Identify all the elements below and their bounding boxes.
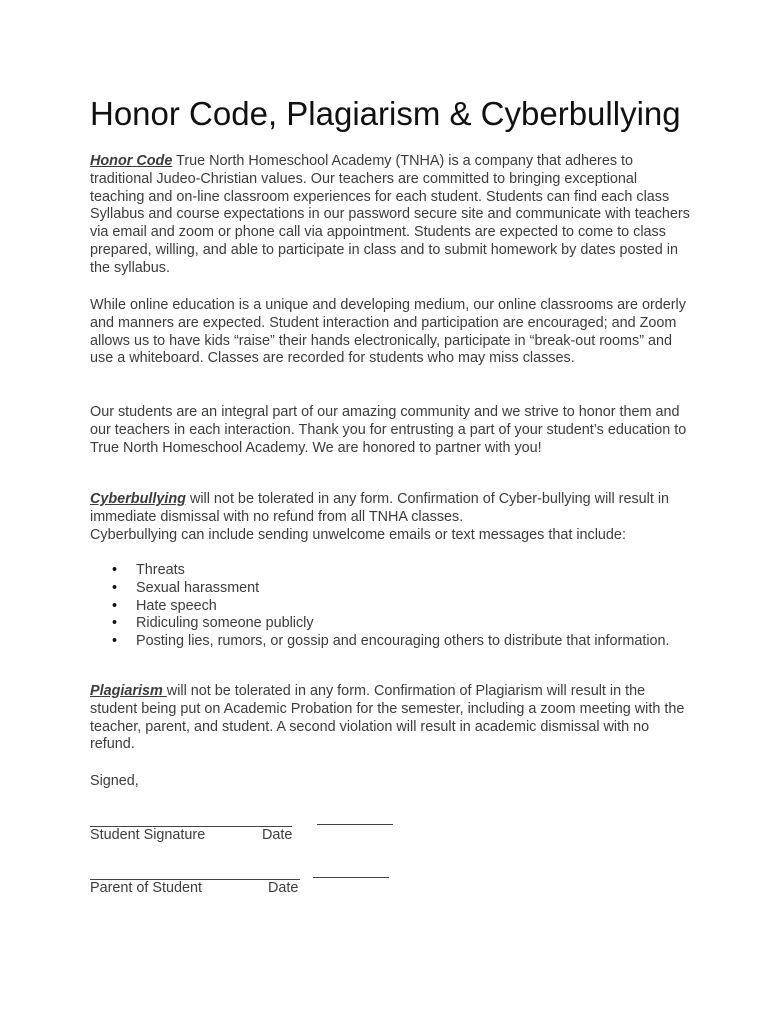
plagiarism-paragraph [90, 683, 690, 754]
parent-date-line[interactable] [313, 877, 389, 878]
parent-signature-label: Parent of Student [90, 880, 203, 896]
cyberbullying-list [90, 562, 690, 651]
honor-code-label: Honor Code [90, 153, 173, 169]
parent-date-label: Date [268, 880, 299, 896]
cyberbullying-label: Cyberbullying [90, 491, 186, 507]
list-item: • Sexual harassment [90, 580, 690, 598]
list-item: • Threats [90, 562, 690, 580]
list-item: • Hate speech [90, 598, 690, 616]
student-date-line[interactable] [317, 824, 393, 825]
list-item: • Posting lies, rumors, or gossip and encouraging others to distribute that information. [90, 633, 690, 651]
plagiarism-text: will not be tolerated in any form. Confirmation of Plagiarism will result in the student being put on Academic Probation for the semester, including a zoom meeting with the teacher, parent, and student. A second violation will result in academic dismissal with no refund. [90, 683, 685, 753]
cyberbullying-text: will not be tolerated in any form. Confirmation of Cyber-bullying will result in immediate dismissal with no refund from all TNHA classes. [90, 491, 670, 525]
list-item: • Ridiculing someone publicly [90, 615, 690, 633]
page-title: Honor Code, Plagiarism & Cyberbullying [90, 95, 681, 132]
student-signature-label: Student Signature [90, 827, 206, 843]
online-education-paragraph: While online education is a unique and developing medium, our online classrooms are orderly and manners are expected. Student interaction and participation are encouraged; and Zoom allows us to have kids “raise” their hands electronically, participate in “break-out rooms” and use a whiteboard. Classes are recorded for students who may miss classes. [90, 297, 686, 367]
honor-code-text: True North Homeschool Academy (TNHA) is a company that adheres to traditional Judeo-Christian values. Our teachers are committed to bringing exceptional teaching and on-line classroom experiences for each student. Students can find each class Syllabus and course expectations in our password secure site and communicate with teachers via email and zoom or phone call via appointment. Students are expected to come to class prepared, willing, and able to participate in class and to submit homework by dates posted in the syllabus. [90, 153, 690, 276]
community-paragraph: Our students are an integral part of our amazing community and we strive to honor them and our teachers in each interaction. Thank you for entrusting a part of your student’s education to True North Homeschool Academy. We are honored to partner with you! [90, 404, 687, 456]
honor-code-paragraph [90, 153, 690, 278]
cyberbullying-paragraph [90, 491, 690, 544]
signed-label: Signed, [90, 773, 139, 789]
plagiarism-label: Plagiarism [90, 683, 167, 699]
student-date-label: Date [262, 827, 293, 843]
cyberbullying-definition: Cyberbullying can include sending unwelcome emails or text messages that include: [90, 526, 626, 543]
